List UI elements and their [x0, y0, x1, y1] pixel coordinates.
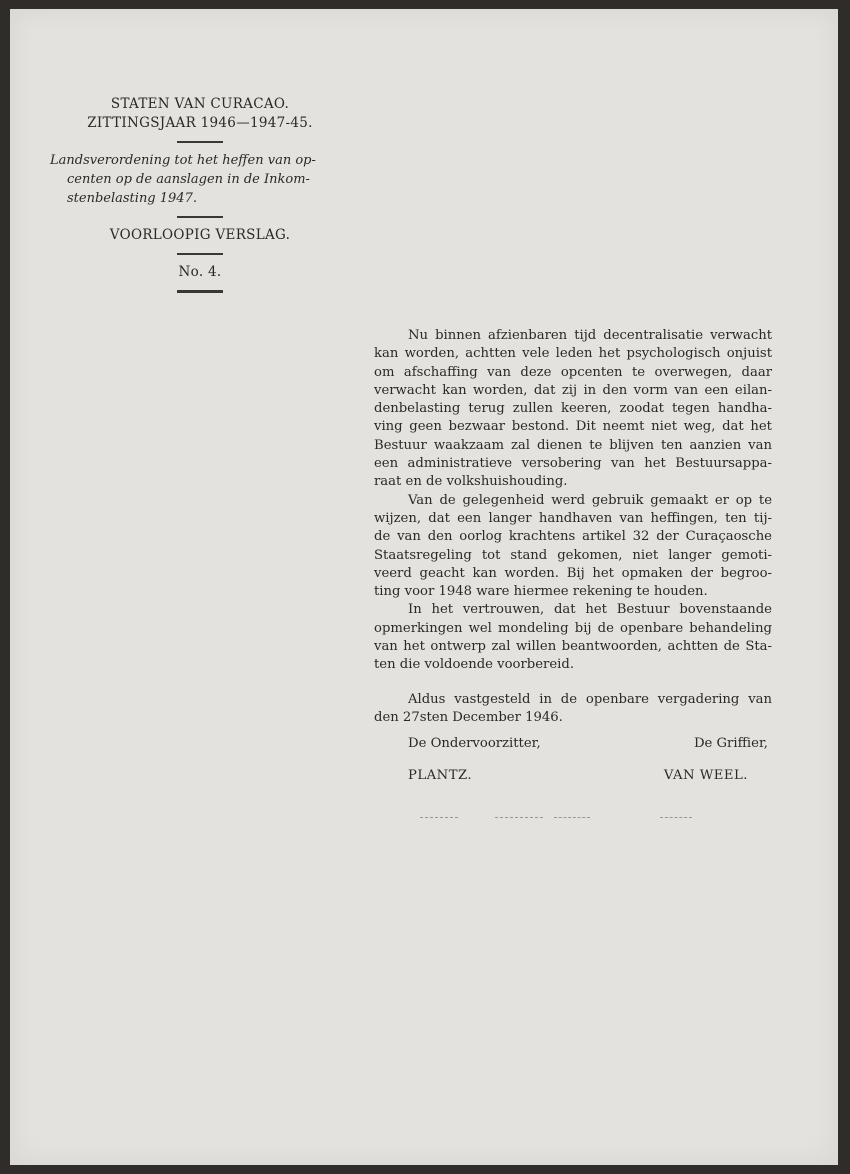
text-line: verwacht kan worden, dat zij in den vorm van een eilan-: [374, 382, 772, 398]
paragraph-decentralisation: [374, 327, 772, 492]
faint-rule: [660, 817, 692, 819]
text-line: ten die voldoende voorbereid.: [374, 657, 575, 673]
text-line: den 27sten December 1946.: [374, 709, 563, 725]
report-body: [374, 327, 772, 727]
text-line: denbelasting terug zullen keeren, zoodat tegen handha-: [374, 401, 772, 417]
faint-rule: [420, 817, 458, 819]
document-number: No. 4.: [178, 264, 222, 280]
document-header: [50, 95, 350, 301]
subject-line: Landsverordening tot het heffen van op-: [50, 153, 316, 168]
text-line: van het ontwerp zal willen beantwoorden, achtten de Sta-: [374, 639, 772, 655]
vice-chair-name: PLANTZ.: [408, 768, 473, 783]
header-divider: [177, 290, 223, 293]
header-divider: [177, 141, 223, 143]
text-line: wijzen, dat een langer handhaven van heffingen, ten tij-: [374, 510, 772, 526]
text-line: Staatsregeling tot stand gekomen, niet langer gemoti-: [374, 547, 772, 563]
text-line: kan worden, achtten vele leden het psychologisch onjuist: [374, 346, 772, 362]
faint-rule: [495, 817, 543, 819]
header-divider: [177, 216, 223, 218]
paragraph-trust: [374, 601, 772, 674]
text-line: ving geen bezwaar bestond. Dit neemt niet weg, dat het: [374, 419, 772, 435]
ordinance-subject: [50, 151, 350, 208]
text-line: om afschaffing van deze opcenten te overwegen, daar: [374, 364, 772, 380]
clerk-name: VAN WEEL.: [663, 768, 748, 783]
signature-titles: [408, 736, 768, 751]
report-type: VOORLOOPIG VERSLAG.: [109, 227, 291, 243]
adoption-statement: [374, 691, 772, 728]
header-divider: [177, 253, 223, 255]
session-year: ZITTINGSJAAR 1946—1947-45.: [87, 115, 313, 131]
signature-names: [408, 768, 768, 783]
text-line: Nu binnen afzienbaren tijd decentralisatie verwacht: [408, 328, 772, 343]
vice-chair-title: De Ondervoorzitter,: [408, 736, 541, 751]
issuer-title: STATEN VAN CURACAO.: [110, 96, 290, 112]
text-line: de van den oorlog krachtens artikel 32 der Curaçaosche: [374, 529, 772, 545]
clerk-title: De Griffier,: [693, 736, 768, 751]
document-page: [10, 9, 838, 1165]
paragraph-levies: [374, 492, 772, 602]
text-line: raat en de volkshuishouding.: [374, 474, 568, 490]
subject-line: stenbelasting 1947.: [67, 191, 197, 206]
text-line: een administratieve versobering van het Bestuursappa-: [374, 456, 772, 472]
text-line: Van de gelegenheid werd gebruik gemaakt er op te: [408, 492, 772, 508]
signature-block: [408, 736, 768, 783]
text-line: veerd geacht kan worden. Bij het opmaken der begroo-: [374, 565, 772, 581]
text-line: Bestuur waakzaam zal dienen te blijven ten aanzien van: [374, 437, 772, 453]
text-line: ting voor 1948 ware hiermee rekening te houden.: [374, 584, 708, 600]
text-line: opmerkingen wel mondeling bij de openbare behandeling: [374, 620, 772, 636]
subject-line: centen op de aanslagen in de Inkom-: [67, 172, 310, 187]
faint-rule: [554, 817, 590, 819]
text-line: In het vertrouwen, dat het Bestuur bovenstaande: [408, 602, 772, 618]
text-line: Aldus vastgesteld in de openbare vergadering van: [408, 691, 772, 707]
